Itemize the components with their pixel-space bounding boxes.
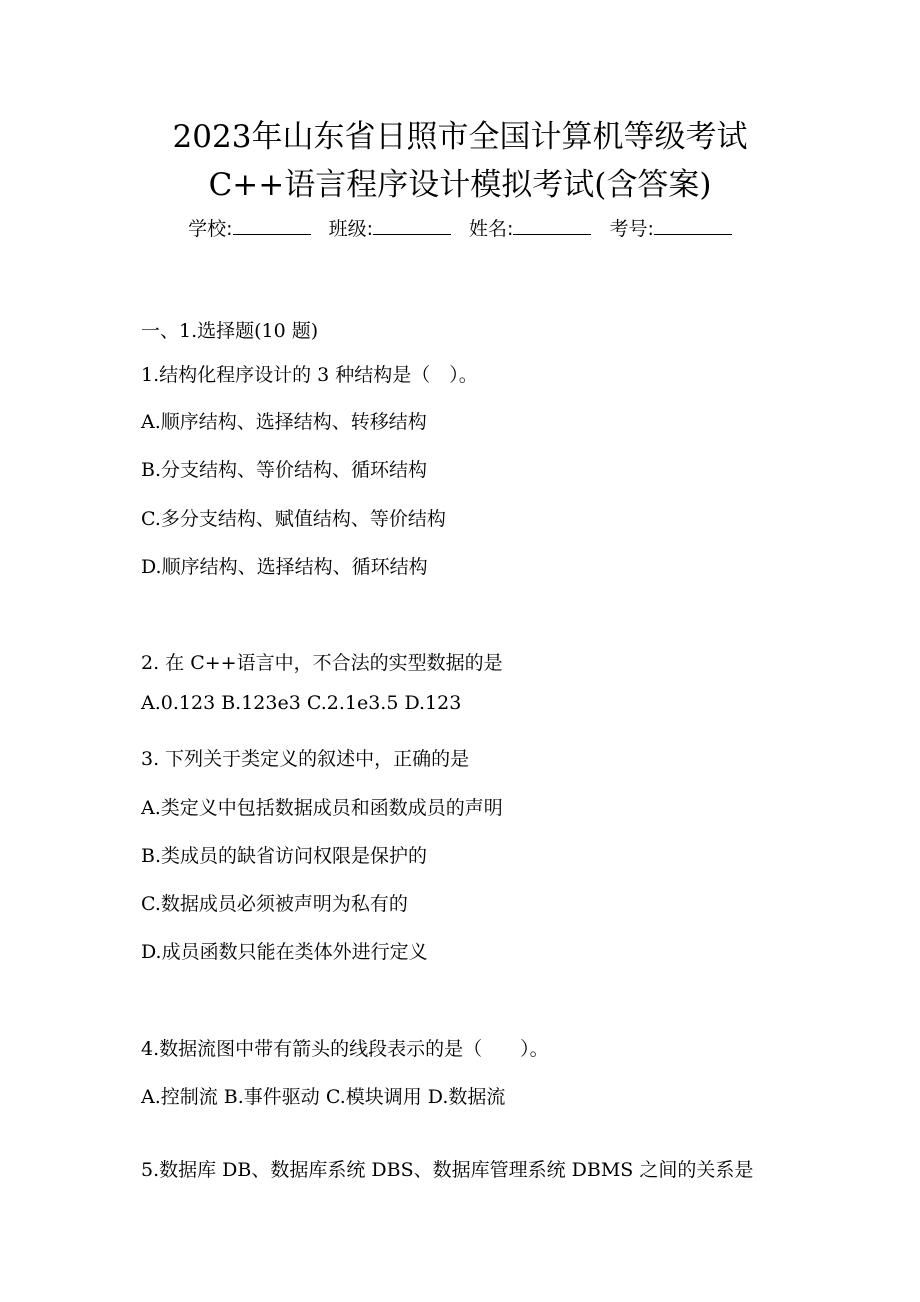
section-heading: 一、1.选择题(10 题) (141, 320, 319, 342)
class-blank[interactable] (373, 216, 451, 235)
question-2-options: A.0.123 B.123e3 C.2.1e3.5 D.123 (141, 692, 462, 714)
school-field (188, 218, 310, 240)
question-3-text: 3. 下列关于类定义的叙述中，正确的是 (141, 748, 470, 770)
exam-title-line-2: C++语言程序设计模拟考试(含答案) (208, 167, 712, 203)
question-2-text: 2. 在 C++语言中，不合法的实型数据的是 (141, 652, 503, 674)
question-4-options: A.控制流 B.事件驱动 C.模块调用 D.数据流 (141, 1086, 506, 1108)
question-1-option-b: B.分支结构、等价结构、循环结构 (141, 459, 428, 481)
class-field (329, 218, 451, 240)
question-5-text: 5.数据库 DB、数据库系统 DBS、数据库管理系统 DBMS 之间的关系是 (141, 1159, 754, 1181)
question-1-text: 1.结构化程序设计的 3 种结构是（ ）。 (141, 364, 478, 386)
student-info-row (0, 216, 920, 242)
school-label: 学校: (188, 218, 233, 240)
name-label: 姓名: (469, 218, 514, 240)
exam-no-field (609, 218, 731, 240)
name-field (469, 218, 591, 240)
exam-title-line-1: 2023年山东省日照市全国计算机等级考试 (172, 119, 748, 155)
question-3-option-d: D.成员函数只能在类体外进行定义 (141, 941, 428, 963)
exam-no-label: 考号: (609, 218, 654, 240)
question-3-option-a: A.类定义中包括数据成员和函数成员的声明 (141, 797, 503, 819)
question-3-option-c: C.数据成员必须被声明为私有的 (141, 893, 408, 915)
question-1-option-d: D.顺序结构、选择结构、循环结构 (141, 556, 428, 578)
question-3-option-b: B.类成员的缺省访问权限是保护的 (141, 845, 428, 867)
question-1-option-a: A.顺序结构、选择结构、转移结构 (141, 411, 427, 433)
class-label: 班级: (328, 218, 373, 240)
exam-no-blank[interactable] (654, 216, 732, 235)
school-blank[interactable] (233, 216, 311, 235)
question-1-option-c: C.多分支结构、赋值结构、等价结构 (141, 508, 446, 530)
question-4-text: 4.数据流图中带有箭头的线段表示的是（ ）。 (141, 1038, 549, 1060)
name-blank[interactable] (513, 216, 591, 235)
